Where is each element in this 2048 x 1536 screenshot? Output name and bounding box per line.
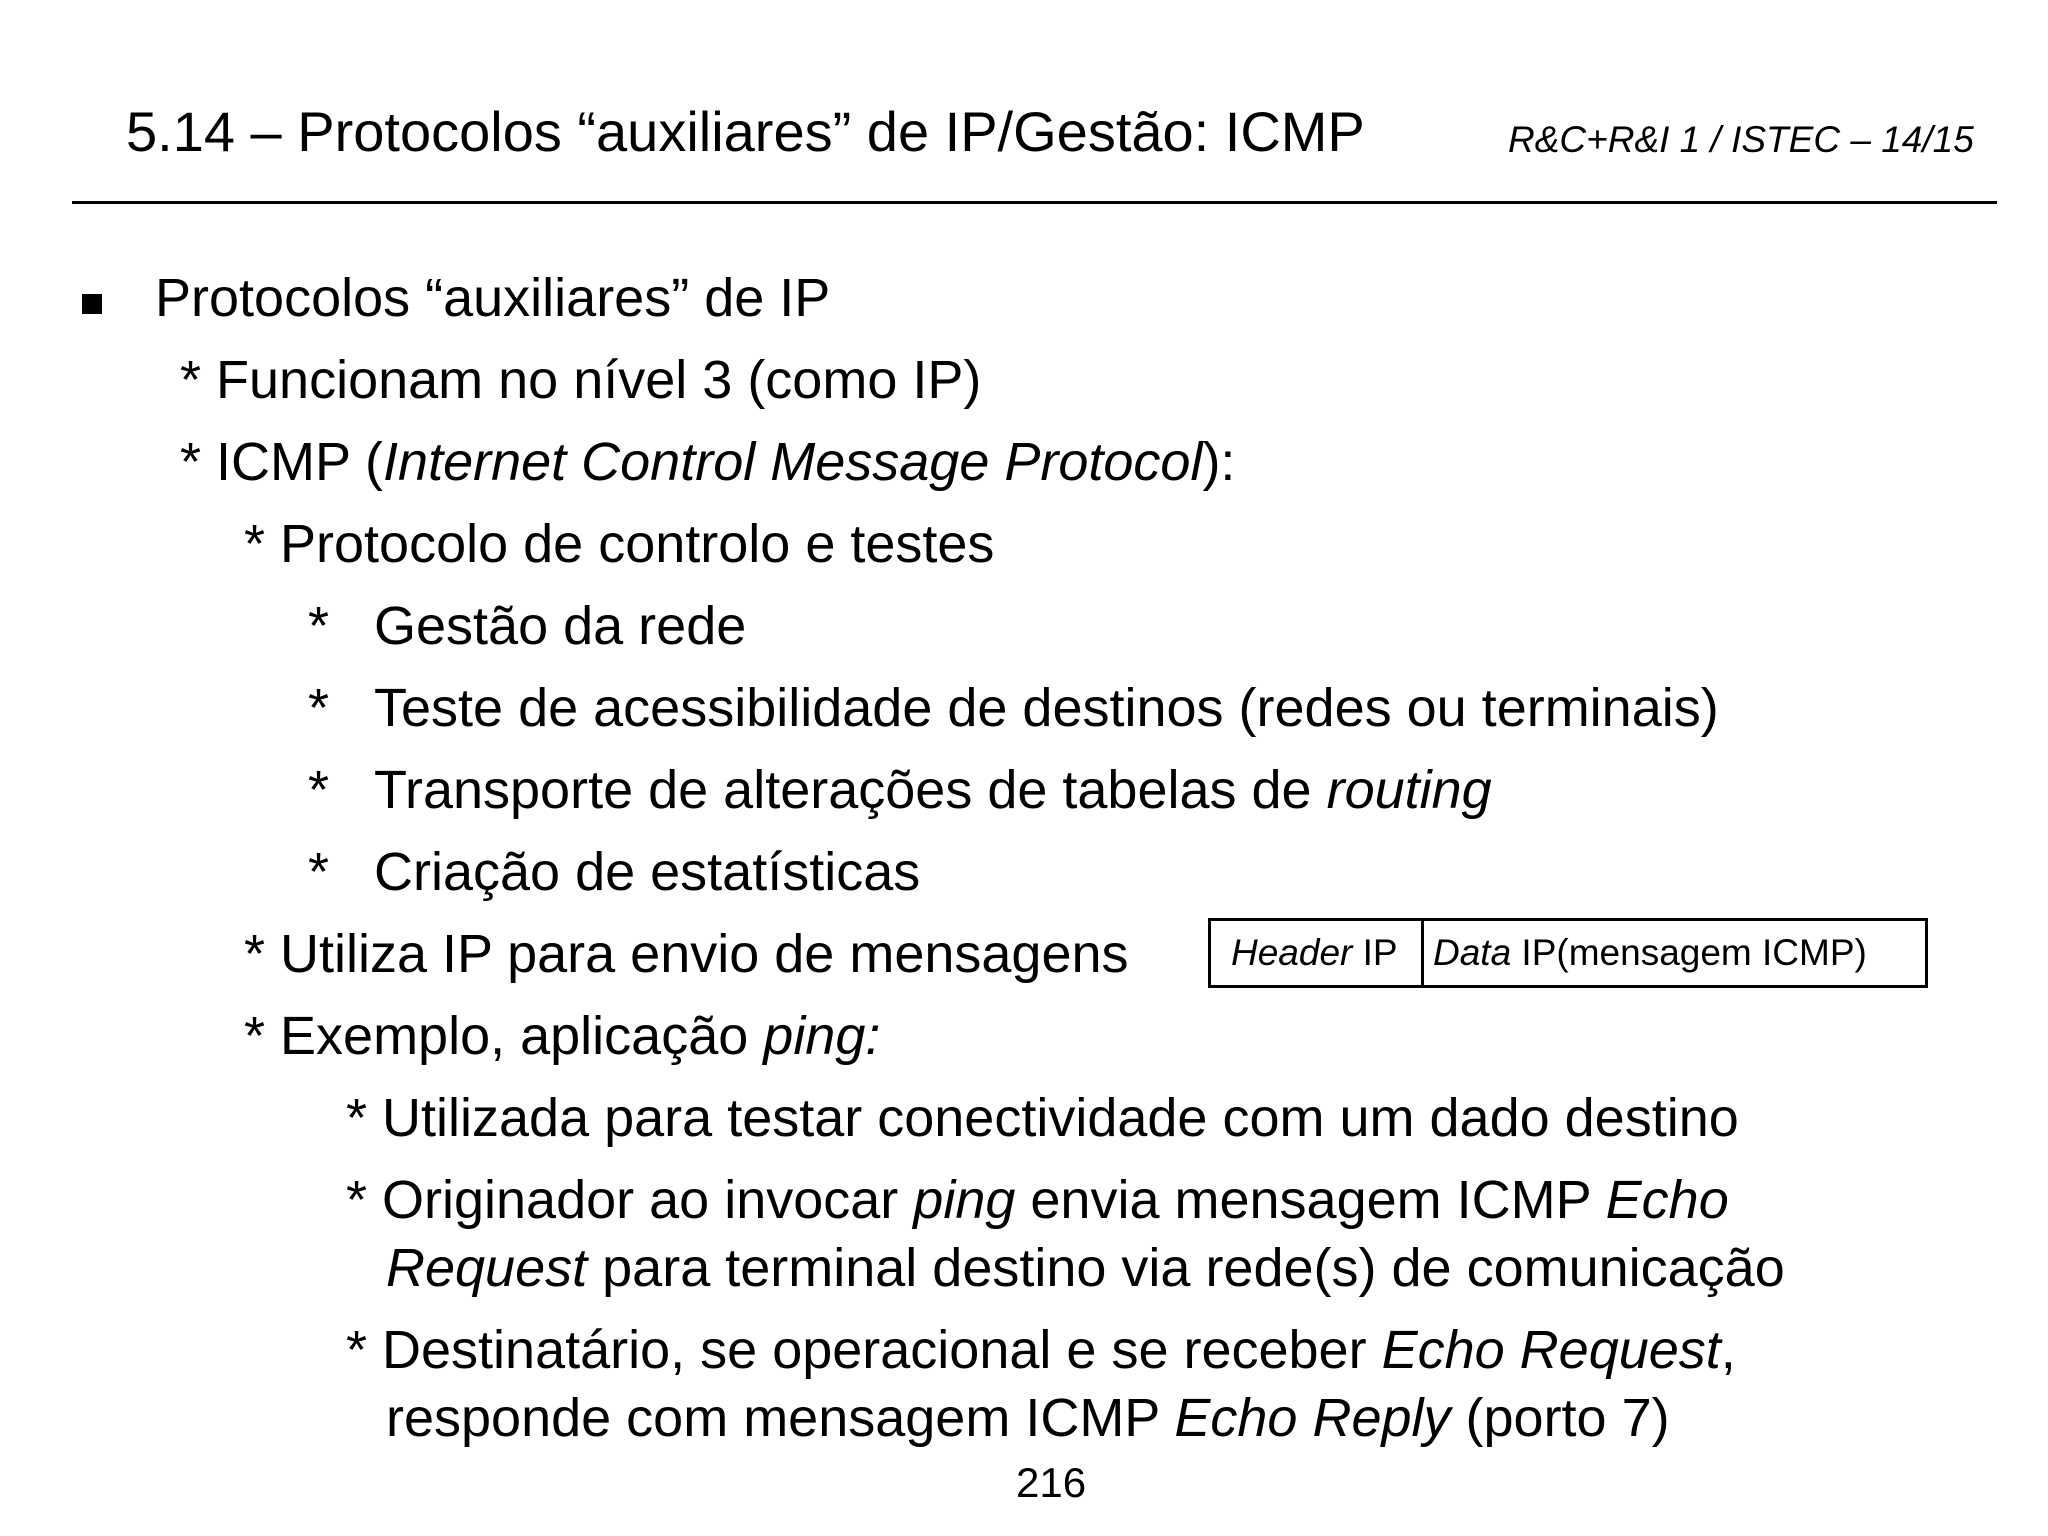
slide-title: 5.14 – Protocolos “auxiliares” de IP/Gestão: ICMP — [126, 100, 1365, 163]
bullet-l7 — [374, 758, 1492, 822]
bullet-l13-text: para terminal destino via rede(s) de comunicação — [587, 1238, 1785, 1298]
bullet-l12-italic: ping — [913, 1170, 1016, 1230]
bullet-l14-italic: Echo Request — [1381, 1320, 1721, 1380]
bullet-l13 — [386, 1236, 1785, 1300]
bullet-l15-text: responde com mensagem ICMP — [386, 1388, 1175, 1448]
square-bullet-icon — [82, 294, 102, 314]
bullet-l14-text: * Destinatário, se operacional e se receber — [346, 1320, 1382, 1380]
course-label: R&C+R&I 1 / ISTEC – 14/15 — [1508, 119, 1974, 160]
bullet-l12-text: * Originador ao invocar — [346, 1170, 914, 1230]
packet-divider — [1421, 921, 1424, 985]
bullet-l13-italic: Request — [386, 1238, 588, 1298]
packet-header-italic: Header — [1231, 932, 1353, 973]
packet-header-text: IP — [1352, 932, 1398, 973]
bullet-l5-star: * — [308, 596, 330, 656]
bullet-l12-text2: envia mensagem ICMP — [1015, 1170, 1606, 1230]
bullet-l1: Protocolos “auxiliares” de IP — [155, 268, 831, 328]
bullet-l12 — [346, 1168, 1729, 1232]
bullet-l7-star: * — [308, 760, 330, 820]
ip-packet-diagram — [1208, 918, 1928, 988]
bullet-l9: * Utiliza IP para envio de mensagens — [244, 924, 1129, 984]
bullet-l15-italic: Echo Reply — [1174, 1388, 1451, 1448]
bullet-l3-text: * ICMP ( — [180, 432, 384, 492]
bullet-l4: * Protocolo de controlo e testes — [244, 514, 995, 574]
bullet-l11: * Utilizada para testar conectividade com um dado destino — [346, 1088, 1739, 1148]
packet-header-cell — [1231, 921, 1398, 985]
bullet-l8-star: * — [308, 842, 330, 902]
bullet-l3-italic: Internet Control Message Protocol — [383, 432, 1203, 492]
bullet-l10-text: * Exemplo, aplicação — [244, 1006, 764, 1066]
bullet-l6: Teste de acessibilidade de destinos (redes ou terminais) — [374, 678, 1719, 738]
bullet-l5: Gestão da rede — [374, 596, 747, 656]
page-number: 216 — [1016, 1459, 1087, 1506]
bullet-l10-italic: ping: — [763, 1006, 881, 1066]
bullet-l12-italic2: Echo — [1605, 1170, 1729, 1230]
bullet-l3 — [180, 430, 1235, 494]
bullet-l8: Criação de estatísticas — [374, 842, 921, 902]
bullet-l7-italic: routing — [1326, 760, 1492, 820]
bullet-l6-star: * — [308, 678, 330, 738]
title-divider — [72, 201, 1997, 204]
packet-data-cell — [1433, 921, 1867, 985]
bullet-l10 — [244, 1004, 880, 1068]
bullet-l7-text: Transporte de alterações de tabelas de — [374, 760, 1327, 820]
bullet-l3-end: ): — [1202, 432, 1236, 492]
bullet-l14-end: , — [1720, 1320, 1736, 1380]
bullet-l14 — [346, 1318, 1736, 1382]
packet-data-text: IP(mensagem ICMP) — [1511, 932, 1867, 973]
bullet-l2: * Funcionam no nível 3 (como IP) — [180, 350, 982, 410]
bullet-l15-end: (porto 7) — [1450, 1388, 1670, 1448]
packet-data-italic: Data — [1433, 932, 1512, 973]
bullet-l15 — [386, 1386, 1670, 1450]
